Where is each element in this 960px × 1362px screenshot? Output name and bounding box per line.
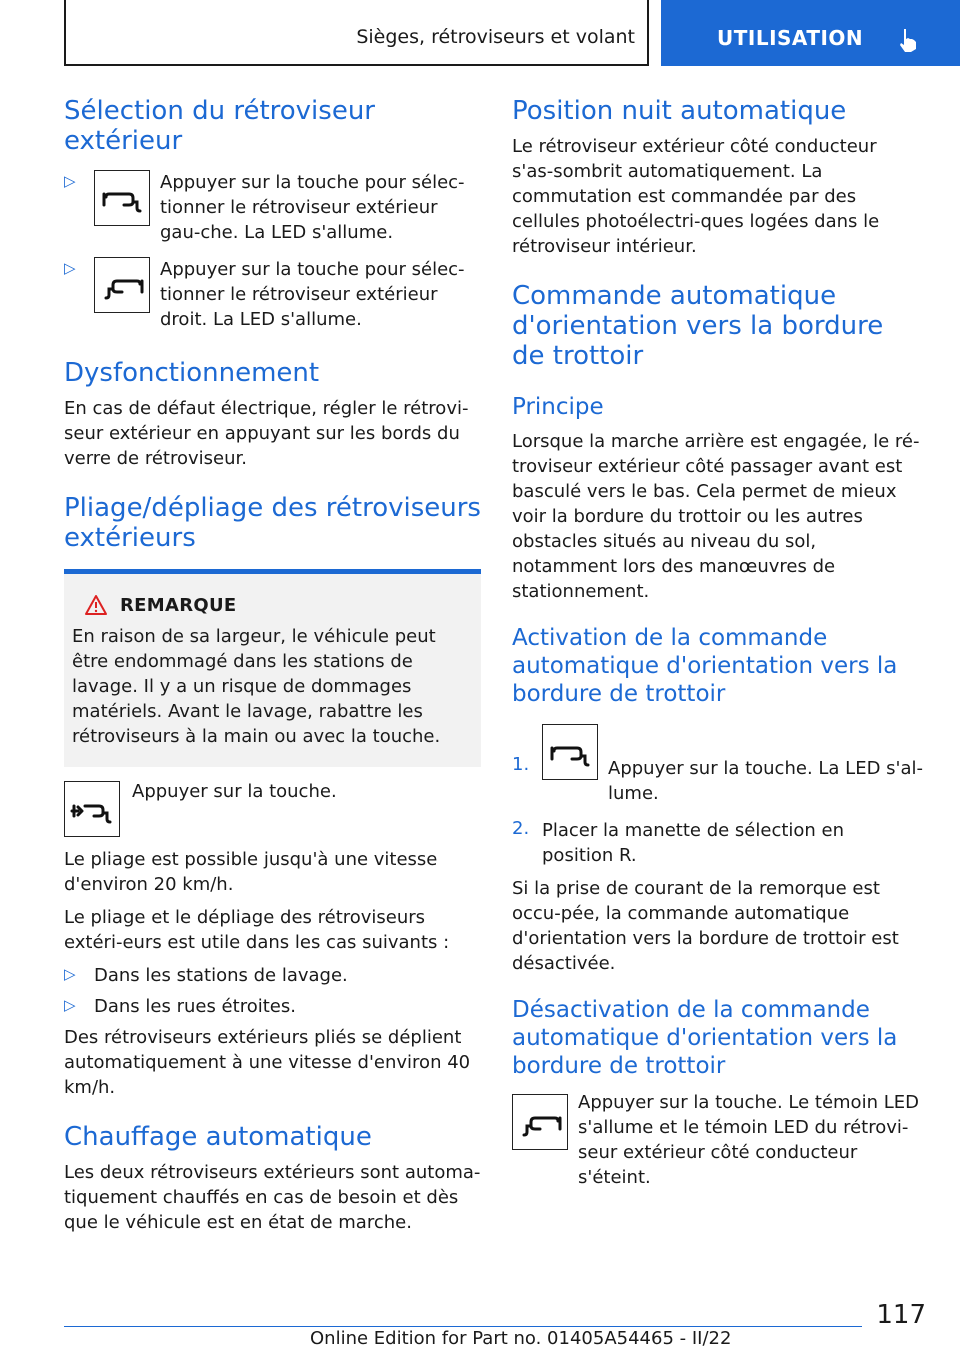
step-text: Appuyer sur la touche. La LED s'al-lume. xyxy=(608,758,923,804)
pointing-hand-icon xyxy=(897,27,919,53)
fold-key-row xyxy=(64,781,481,837)
heading-desactivation: Désactivation de la commande automatique d'orientation vers la bordure de trottoir xyxy=(512,997,898,1079)
paragraph-dysfonctionnement: En cas de défaut électrique, régler le rétrovi-seur extérieur en appuyant sur les bords du verre de rétroviseur. xyxy=(64,398,469,469)
list-item xyxy=(64,994,481,1019)
mirror-left-icon[interactable] xyxy=(94,170,150,226)
bullet-triangle-icon: ▷ xyxy=(64,259,76,277)
step-2 xyxy=(512,818,922,868)
paragraph-fold-speed: Le pliage est possible jusqu'à une vitesse d'environ 20 km/h. xyxy=(64,849,438,895)
header-section-title: Sièges, rétroviseurs et volant xyxy=(356,26,635,48)
mirror-left-icon[interactable] xyxy=(542,724,598,780)
fold-key-text: Appuyer sur la touche. xyxy=(132,781,337,802)
paragraph-chauffage: Les deux rétroviseurs extérieurs sont automa-tiquement chauffés en cas de besoin et dès que le véhicule est en état de marche. xyxy=(64,1162,481,1233)
heading-commande: Commande automatique d'orientation vers la bordure de trottoir xyxy=(512,281,884,371)
header-chapter-tab[interactable] xyxy=(661,0,960,66)
paragraph-fold-useful: Le pliage et le dépliage des rétroviseurs extéri-eurs est utile dans les cas suivants : xyxy=(64,907,450,953)
page-number: 117 xyxy=(876,1300,926,1330)
heading-dysfonctionnement: Dysfonctionnement xyxy=(64,358,320,388)
warning-triangle-icon xyxy=(84,594,108,616)
step-number: 1. xyxy=(512,754,530,775)
step-text: Placer la manette de sélection en position R. xyxy=(542,820,845,866)
heading-selection: Sélection du rétroviseur extérieur xyxy=(64,96,375,156)
select-right-text: Appuyer sur la touche pour sélec-tionner le rétroviseur extérieur droit. La LED s'allume. xyxy=(160,259,465,330)
heading-pliage: Pliage/dépliage des rétroviseurs extérieurs xyxy=(64,493,481,553)
paragraph-unfold-speed: Des rétroviseurs extérieurs pliés se déplient automatiquement à une vitesse d'environ 40 km/h. xyxy=(64,1027,471,1098)
paragraph-principe: Lorsque la marche arrière est engagée, le ré-troviseur extérieur côté passager avant est basculé vers le bas. Cela permet de mieux voir la bordure du trottoir ou les autres obstacles situés au niveau du sol, notamment lors des manœuvres de stationnement. xyxy=(512,431,920,602)
heading-activation: Activation de la commande automatique d'orientation vers la bordure de trottoir xyxy=(512,625,898,707)
deactivation-text: Appuyer sur la touche. Le témoin LED s'allume et le témoin LED du rétrovi-seur extérieur côté conducteur s'éteint. xyxy=(578,1092,919,1188)
left-column xyxy=(64,96,481,1235)
list-item xyxy=(64,963,481,988)
heading-nuit: Position nuit automatique xyxy=(512,96,847,126)
notice-text: En raison de sa largeur, le véhicule peut être endommagé dans les stations de lavage. Il y a un risque de dommages matériels. Avant le lavage, rabattre les rétroviseurs à la main ou avec la touche. xyxy=(72,626,441,747)
select-left-text: Appuyer sur la touche pour sélec-tionner le rétroviseur extérieur gau-che. La LED s'allume. xyxy=(160,172,465,243)
bullet-triangle-icon: ▷ xyxy=(64,172,76,190)
heading-chauffage: Chauffage automatique xyxy=(64,1122,372,1152)
footer-divider xyxy=(64,1326,862,1327)
paragraph-remorque: Si la prise de courant de la remorque est occu-pée, la commande automatique d'orientation vers la bordure de trottoir est désactivée. xyxy=(512,878,899,974)
deactivation-row xyxy=(512,1094,922,1190)
mirror-right-icon[interactable] xyxy=(512,1094,568,1150)
paragraph-nuit: Le rétroviseur extérieur côté conducteur s'as-sombrit automatiquement. La commutation est commandée par des cellules photoélectri-ques logées dans le rétroviseur intérieur. xyxy=(512,136,880,257)
notice-box xyxy=(64,569,481,767)
step-number: 2. xyxy=(512,818,530,839)
right-column xyxy=(512,96,922,1190)
footer-edition: Online Edition for Part no. 01405A54465 - II/22 xyxy=(310,1328,732,1349)
bullet-triangle-icon: ▷ xyxy=(64,996,76,1014)
step-1 xyxy=(512,724,923,804)
notice-title: REMARQUE xyxy=(120,594,237,616)
heading-principe: Principe xyxy=(512,394,604,420)
list-item-select-left xyxy=(64,170,481,245)
header-chapter-label: UTILISATION xyxy=(717,26,864,50)
mirror-right-icon[interactable] xyxy=(94,257,150,313)
header-section-box xyxy=(64,0,649,66)
bullet-triangle-icon: ▷ xyxy=(64,965,76,983)
mirror-fold-icon[interactable] xyxy=(64,781,120,837)
bullet-text: Dans les rues étroites. xyxy=(94,996,296,1017)
list-item-select-right xyxy=(64,257,481,332)
bullet-text: Dans les stations de lavage. xyxy=(94,965,348,986)
